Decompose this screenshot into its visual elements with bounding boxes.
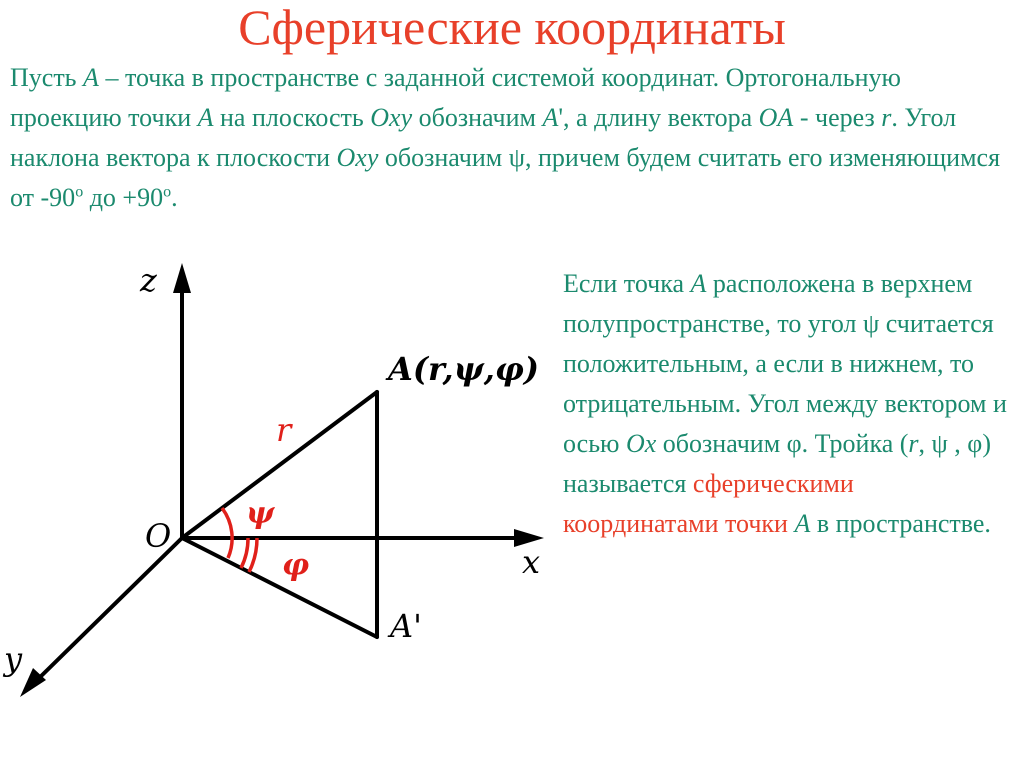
label-A: A(r,ψ,φ) [388,350,539,388]
highlight-term: сферическими координатами точки [563,469,854,538]
label-Aprime: A' [390,607,422,645]
page-title: Сферические координаты [238,0,786,55]
side-paragraph: Если точка A расположена в верхнем полупространстве, то угол ψ считается положительным, а если в нижнем, то отрицательным. Угол между вектором и осью Ox обозначим φ. Тройка (r, ψ , φ) называется сферическими координатами точки A в пространстве. [563,269,1007,538]
intro-paragraph: Пусть A – точка в пространстве с заданной системой координат. Ортогональную проекцию точки A на плоскость Oxy обозначим A', а длину вектора OA - через r. Угол наклона вектора к плоскости Oxy обозначим ψ, причем будем считать его изменяющимся от -90$^o$ до $+90^o$. [10,63,1001,212]
label-O: O [145,517,172,555]
label-r: r [276,411,292,449]
label-x: x [522,543,541,581]
label-phi: φ [282,548,310,583]
coordinate-diagram [0,255,550,720]
label-y: y [4,640,23,678]
label-psi: ψ [246,496,275,531]
label-z: z [140,261,157,299]
